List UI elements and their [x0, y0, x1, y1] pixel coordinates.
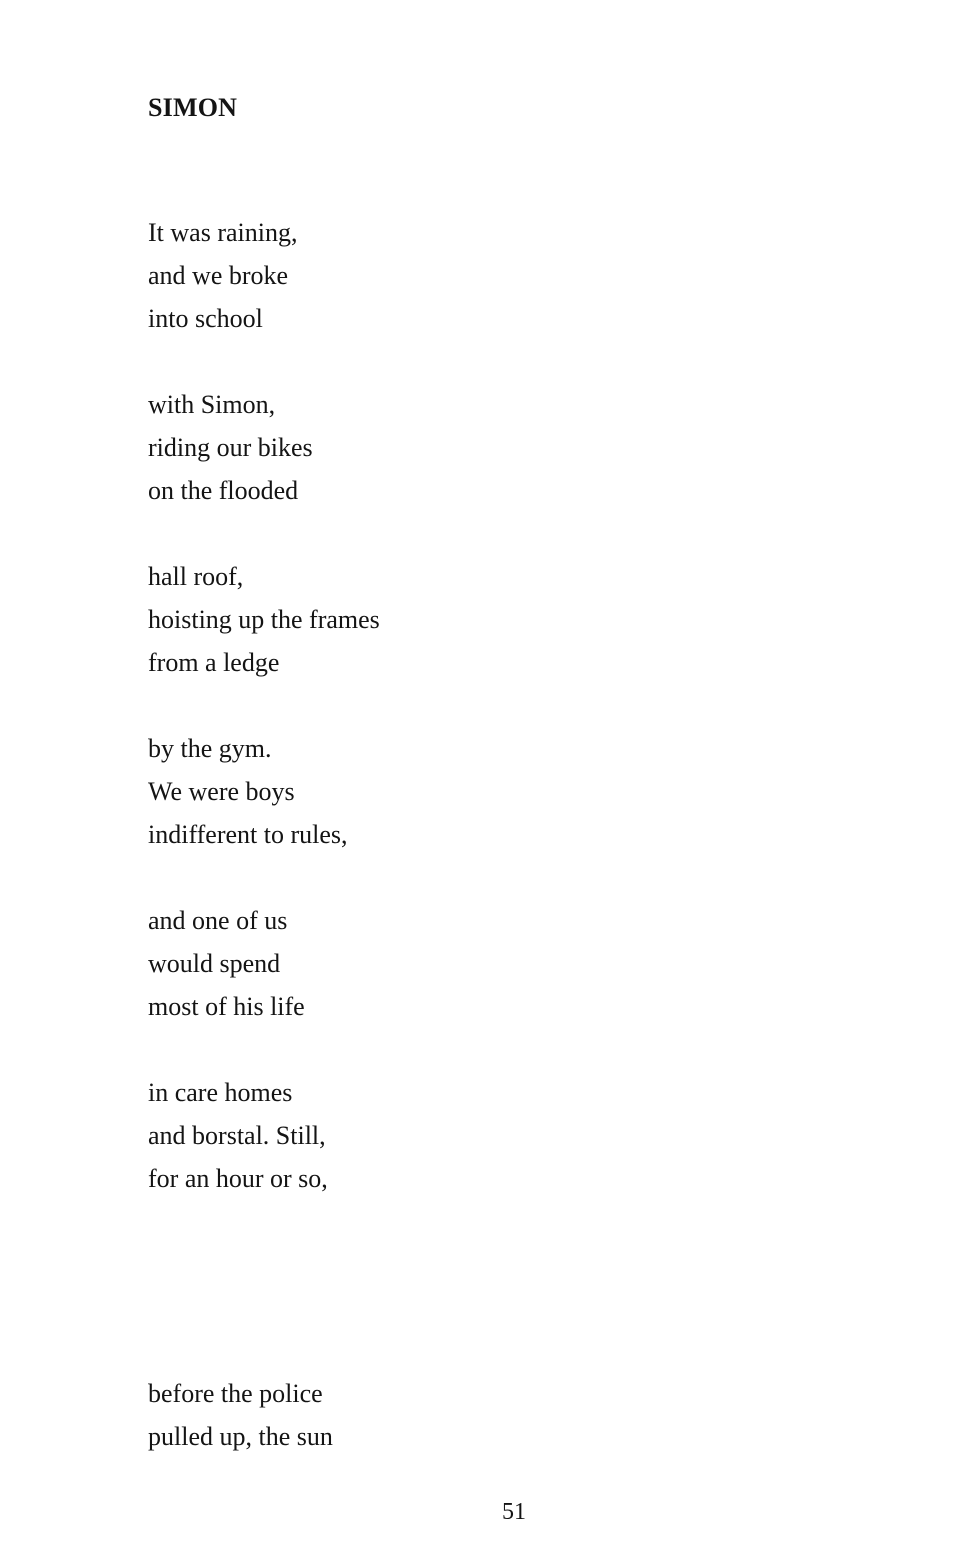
poem-line: before the police [148, 1379, 323, 1408]
poem-line: would spend [148, 949, 281, 978]
stanza [148, 383, 313, 512]
stanza [148, 1071, 328, 1200]
poem-line: into school [148, 304, 263, 333]
poem-line: hall roof, [148, 562, 244, 591]
stanza [148, 555, 380, 684]
poem-line: pulled up, the sun [148, 1422, 333, 1451]
poem-line: indifferent to rules, [148, 820, 348, 849]
poem-line: It was raining, [148, 218, 298, 247]
page-number: 51 [502, 1499, 526, 1525]
poem-line: and we broke [148, 261, 289, 290]
poem-line: and borstal. Still, [148, 1121, 326, 1150]
poem-line: in care homes [148, 1078, 293, 1107]
poem-line: on the flooded [148, 476, 299, 505]
stanza [148, 1372, 333, 1458]
poem-line: most of his life [148, 992, 305, 1021]
stanza [148, 899, 305, 1028]
stanza [148, 211, 297, 340]
poem-line: from a ledge [148, 648, 280, 677]
poem-line: with Simon, [148, 390, 276, 419]
poem-line: riding our bikes [148, 433, 313, 462]
poem-title: SIMON [148, 93, 238, 122]
poem-line: and one of us [148, 906, 288, 935]
poem-line: by the gym. [148, 734, 272, 763]
poem-line: for an hour or so, [148, 1164, 328, 1193]
stanza [148, 727, 348, 856]
poem-line: hoisting up the frames [148, 605, 380, 634]
poem-line: We were boys [148, 777, 295, 806]
